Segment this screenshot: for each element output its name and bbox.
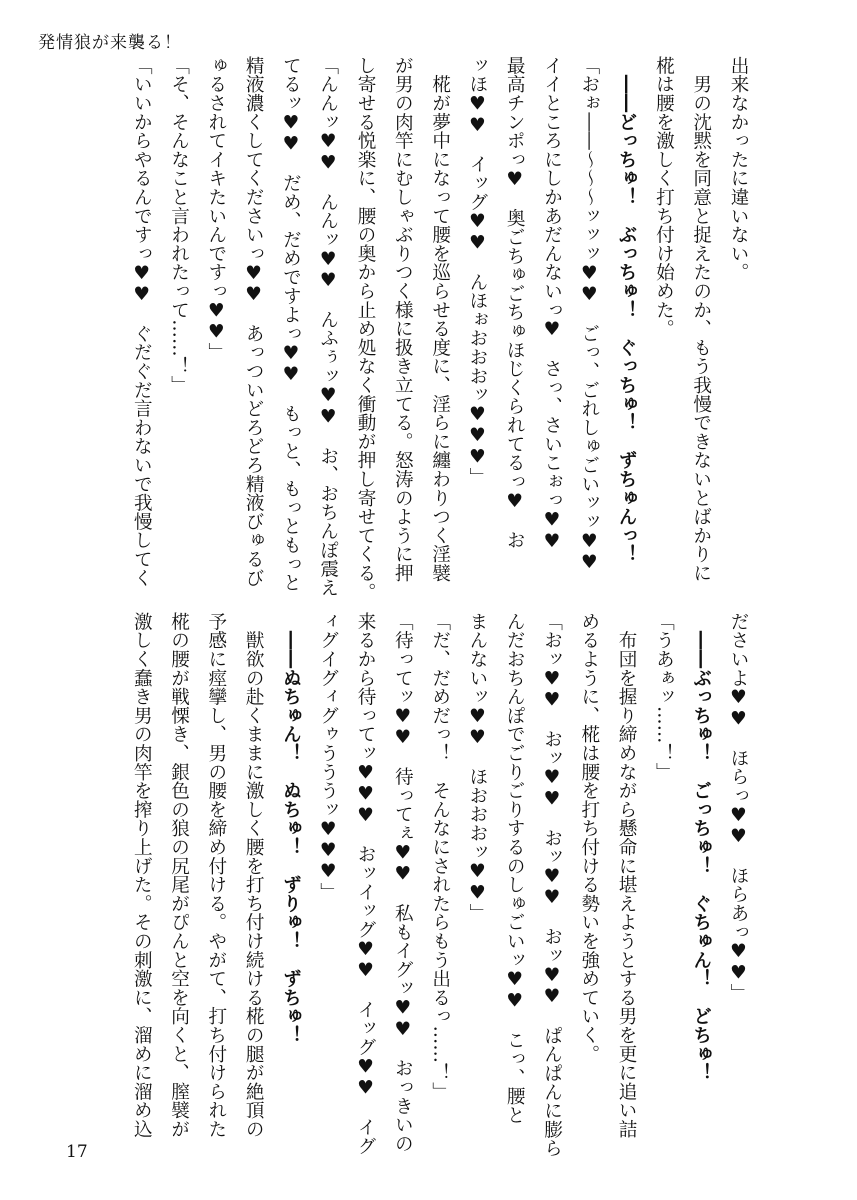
text-line: てるッ♥♥ だめ、だめですよっ♥♥ もっと、もっともっと (280, 56, 302, 592)
text-line: 最高チンポっ♥ 奥ごちゅごちゅほじくられてるっ♥ お (504, 56, 526, 550)
text-line: 来るから待ってッ♥♥♥ おッイッグ♥♥ イッグ♥♥ イグ (355, 612, 377, 1156)
text-line: 椛の腰が戦慄き、銀色の狼の尻尾がぴんと空を向くと、膣襞が (168, 612, 190, 1139)
text-line: 椛が夢中になって腰を巡らせる度に、淫らに纏わりつく淫襞 (429, 56, 451, 583)
text-line: し寄せる悦楽に、腰の奥から止め処なく衝動が押し寄せてくる。 (355, 56, 377, 602)
text-line: 「おぉ――～～～ッッッ♥♥ ごっ、ごれしゅごいッッ♥♥ (578, 56, 600, 574)
text-line: んだおちんぽでごりごりするのしゅごいッ♥♥ こっ、腰と (504, 612, 526, 1125)
text-line: 「待ってッ♥♥ 待ってぇ♥♥ 私もイグッ♥♥ おっきいの (392, 612, 414, 1153)
text-line: 「だ、だめだっ！ そんなにされたらもう出るっ……！」 (429, 612, 451, 1101)
sound-effect-line: ――ぬちゅん！ ぬちゅ！ ずりゅ！ ずちゅ！ (280, 612, 302, 1045)
text-line: ださいよ♥♥ ほらっ♥♥ ほらあっ♥♥」 (728, 612, 749, 1003)
text-line: 獣欲の赴くままに激しく腰を打ち付け続ける椛の腿が絶頂の (243, 612, 265, 1139)
text-line: イイところにしかあだんないっ♥ さっ、さいこぉっ♥♥ (541, 56, 563, 552)
text-line: 予感に痙攣し、男の腰を締め付ける。やがて、打ち付けられた (205, 612, 227, 1139)
lower-text-tier (97, 612, 757, 1158)
sound-effect-line: ――ぶっちゅ！ ごっちゅ！ ぐちゅん！ どちゅ！ (690, 612, 712, 1082)
text-line: 椛は腰を激しく打ち付け始めた。 (653, 56, 675, 338)
text-line: 「おッ♥♥ おッ♥♥ おッ♥♥ おッ♥♥ ぱんぱんに膨ら (541, 612, 563, 1158)
text-line: 「そ、そんなこと言われたって……！」 (168, 56, 190, 395)
text-line: 精液濃くしてくださいっ♥♥ あっついどろどろ精液びゅるび (243, 56, 265, 588)
text-line: 激しく蠢き男の肉竿を搾り上げた。その刺激に、溜めに溜め込 (131, 612, 153, 1139)
text-line: が男の肉竿にむしゃぶりつく様に扱き立てる。怒涛のように押 (392, 56, 414, 583)
text-line: 「いいからやるんですっ♥♥ ぐだぐだ言わないで我慢してく (131, 56, 153, 588)
text-line: 男の沈黙を同意と捉えたのか、もう我慢できないとばかりに (690, 56, 712, 583)
text-line: 出来なかったに違いない。 (728, 56, 749, 282)
text-line: ゅるされてイキたいんですっ♥♥」 (205, 56, 227, 362)
text-line: ィグイグィグゥうううッ♥♥♥」 (317, 612, 339, 902)
text-line: 「んんッ♥♥ んんッ♥♥ んふぅッ♥♥ お、おちんぽ震え (317, 56, 339, 597)
running-header: 発情狼が来襲る！ (38, 33, 182, 53)
page-number: 17 (66, 1142, 88, 1162)
text-line: めるように、椛は腰を打ち付ける勢いを強めていく。 (578, 612, 600, 1064)
text-line: ッほ♥♥ イッグ♥♥ んほぉおおおッ♥♥♥」 (466, 56, 488, 487)
text-line: 「うあぁッ……！」 (653, 612, 675, 782)
text-line: まんないッ♥♥ ほおおおッ♥♥」 (466, 612, 488, 923)
upper-text-tier (97, 56, 757, 602)
text-line: 布団を握り締めながら懸命に堪えようとする男を更に追い詰 (616, 612, 638, 1139)
sound-effect-line: ――どっちゅ！ ぶっちゅ！ ぐっちゅ！ ずちゅんっ！ (616, 56, 638, 564)
